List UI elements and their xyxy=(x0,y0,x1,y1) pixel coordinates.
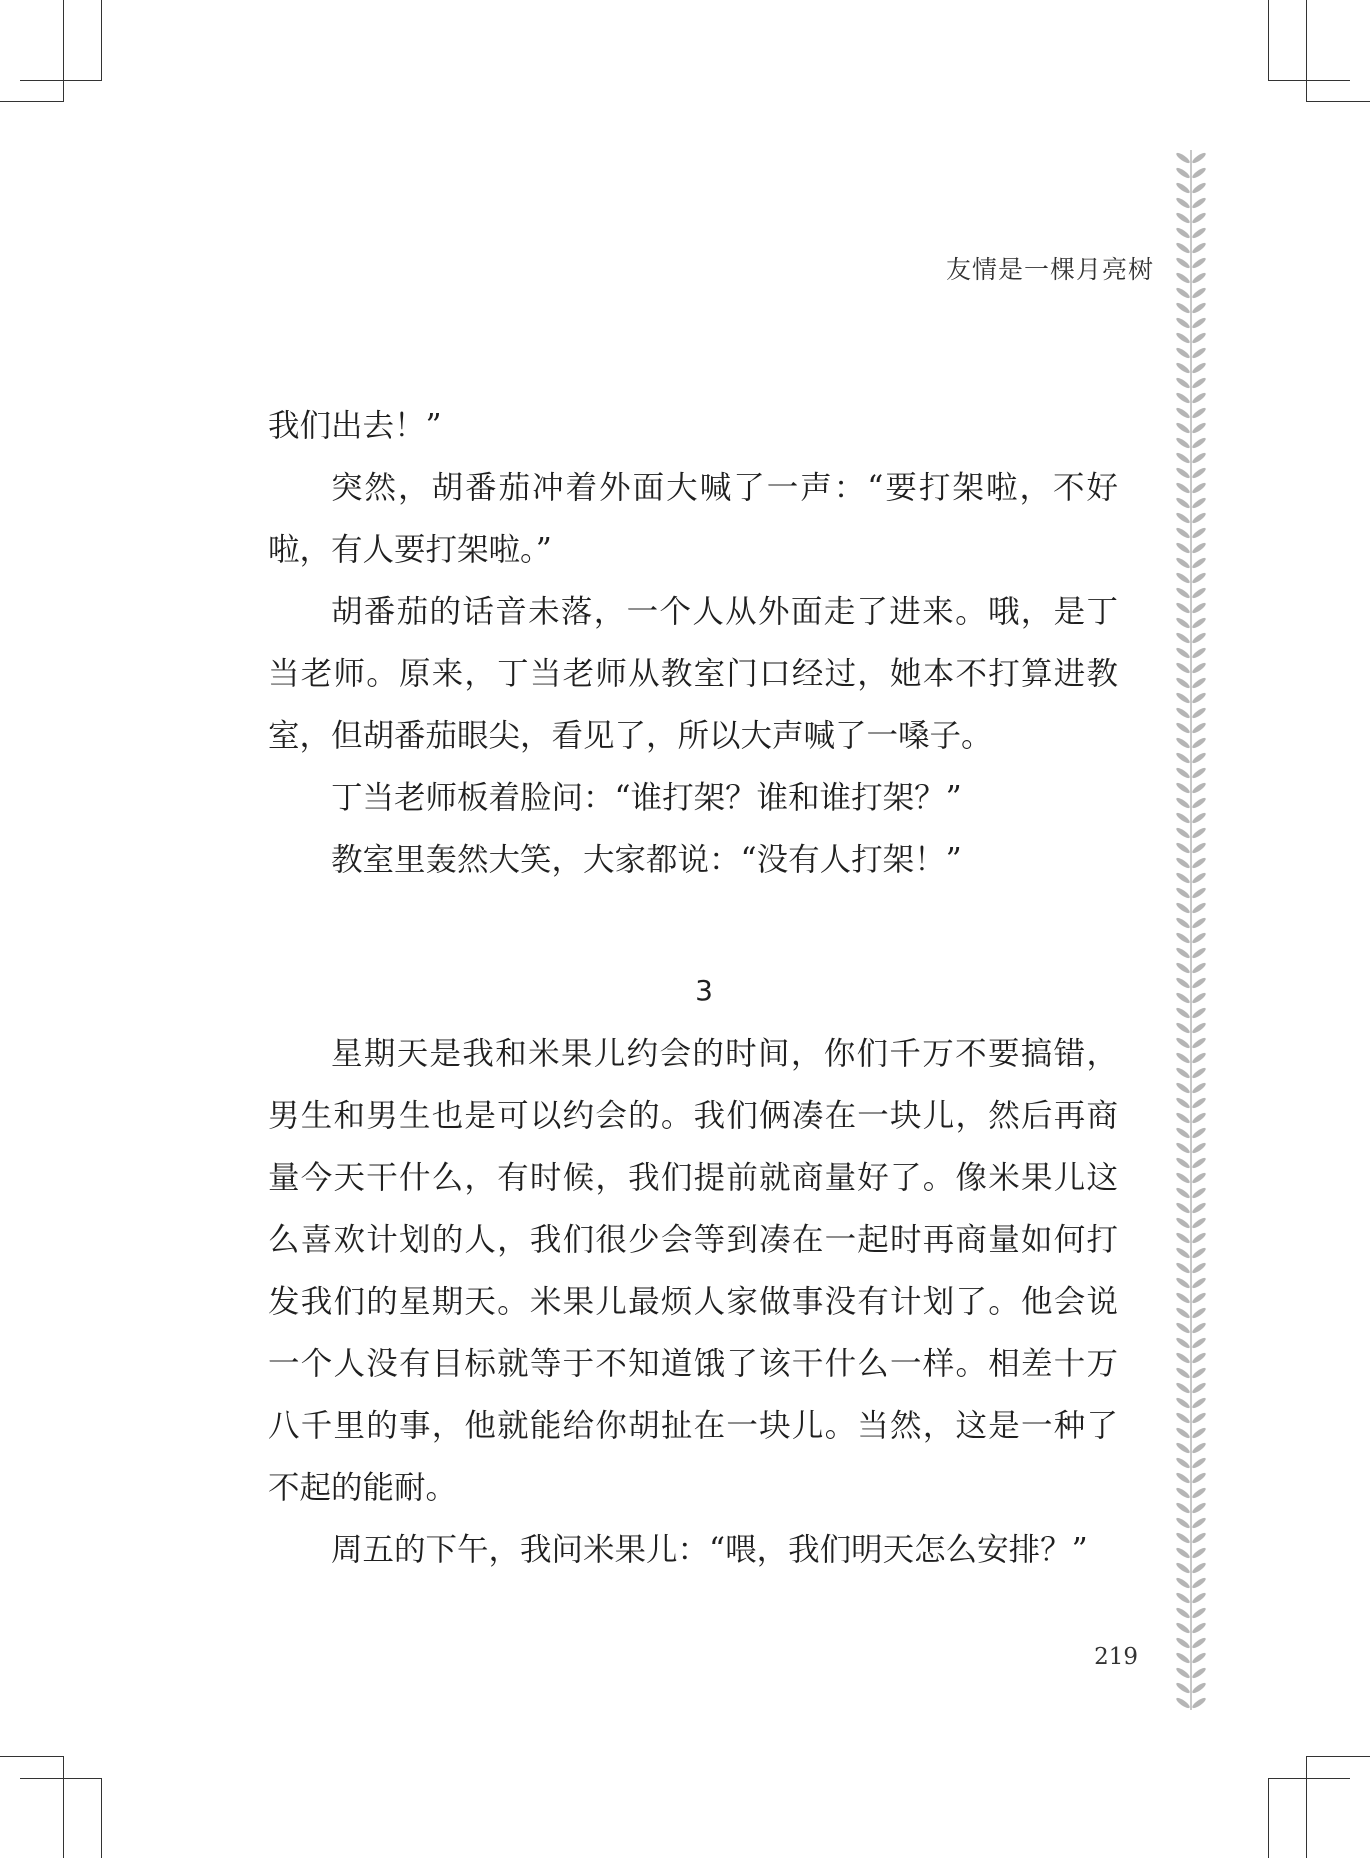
vine-leaf xyxy=(1191,1366,1207,1379)
vine-leaf xyxy=(1175,1696,1191,1709)
vine-leaf xyxy=(1175,286,1191,299)
vine-leaf xyxy=(1191,211,1207,224)
vine-leaf xyxy=(1191,1156,1207,1169)
vine-leaf xyxy=(1175,1096,1191,1109)
vine-leaf xyxy=(1175,1156,1191,1169)
vine-leaf xyxy=(1191,346,1207,359)
vine-leaf xyxy=(1175,1291,1191,1304)
vine-leaf xyxy=(1191,481,1207,494)
vine-leaf xyxy=(1175,841,1191,854)
vine-leaf xyxy=(1175,1606,1191,1619)
vine-leaf xyxy=(1175,1231,1191,1244)
vine-leaf xyxy=(1191,1141,1207,1154)
vine-leaf xyxy=(1191,1201,1207,1214)
vine-leaf xyxy=(1175,1321,1191,1334)
vine-leaf xyxy=(1175,421,1191,434)
vine-leaf xyxy=(1175,1486,1191,1499)
vine-leaf xyxy=(1175,1681,1191,1694)
vine-leaf xyxy=(1175,946,1191,959)
vine-leaf xyxy=(1191,271,1207,284)
vine-leaf xyxy=(1191,661,1207,674)
crop-mark xyxy=(1306,101,1370,102)
vine-leaf xyxy=(1191,1276,1207,1289)
vine-leaf xyxy=(1191,1696,1207,1709)
vine-leaf xyxy=(1191,1621,1207,1634)
vine-leaf xyxy=(1191,1546,1207,1559)
vine-leaf xyxy=(1175,1051,1191,1064)
vine-leaf xyxy=(1191,1471,1207,1484)
vine-leaf xyxy=(1191,991,1207,1004)
vine-leaf xyxy=(1191,256,1207,269)
vine-leaf xyxy=(1191,331,1207,344)
page-number: 219 xyxy=(1094,1644,1138,1670)
vine-leaf xyxy=(1175,691,1191,704)
vine-leaf xyxy=(1191,1426,1207,1439)
vine-leaf xyxy=(1191,286,1207,299)
vine-leaf xyxy=(1191,421,1207,434)
vine-leaf xyxy=(1175,1006,1191,1019)
vine-leaf xyxy=(1191,1441,1207,1454)
crop-mark xyxy=(1268,1778,1269,1858)
paragraph: 我们出去！” xyxy=(268,408,442,444)
vine-leaf xyxy=(1175,886,1191,899)
vine-leaf xyxy=(1191,1066,1207,1079)
crop-mark xyxy=(20,80,102,81)
vine-leaf xyxy=(1191,496,1207,509)
crop-mark xyxy=(101,0,102,80)
vine-leaf xyxy=(1175,1651,1191,1664)
vine-leaf xyxy=(1191,856,1207,869)
vine-leaf xyxy=(1175,211,1191,224)
running-head: 友情是一棵月亮树 xyxy=(945,255,1154,284)
vine-leaf xyxy=(1175,901,1191,914)
vine-leaf xyxy=(1175,1081,1191,1094)
paragraph: 丁当老师板着脸问：“谁打架？谁和谁打架？” xyxy=(331,780,962,816)
vine-leaf xyxy=(1175,1576,1191,1589)
vine-leaf xyxy=(1191,646,1207,659)
vine-leaf xyxy=(1175,811,1191,824)
section-gap xyxy=(268,891,1118,963)
vine-leaf xyxy=(1175,526,1191,539)
vine-leaf xyxy=(1175,166,1191,179)
vine-leaf xyxy=(1191,1096,1207,1109)
vine-leaf xyxy=(1175,496,1191,509)
vine-leaf xyxy=(1191,451,1207,464)
vine-leaf xyxy=(1191,796,1207,809)
vine-leaf xyxy=(1191,616,1207,629)
vine-leaf xyxy=(1175,1636,1191,1649)
vine-leaf xyxy=(1191,751,1207,764)
vine-leaf xyxy=(1191,976,1207,989)
vine-leaf xyxy=(1191,1246,1207,1259)
vine-leaf xyxy=(1191,1111,1207,1124)
vine-leaf xyxy=(1175,1441,1191,1454)
vine-leaf xyxy=(1191,1006,1207,1019)
crop-mark xyxy=(101,1778,102,1858)
vine-leaf xyxy=(1175,1351,1191,1364)
vine-leaf xyxy=(1175,511,1191,524)
vine-leaf xyxy=(1191,1666,1207,1679)
vine-leaf xyxy=(1191,1486,1207,1499)
vine-leaf xyxy=(1175,1456,1191,1469)
vine-leaf xyxy=(1191,166,1207,179)
vine-leaf xyxy=(1191,1456,1207,1469)
vine-leaf xyxy=(1191,1576,1207,1589)
vine-leaf xyxy=(1191,1396,1207,1409)
vine-leaf xyxy=(1175,1516,1191,1529)
vine-leaf xyxy=(1175,751,1191,764)
paragraph: 星期天是我和米果儿约会的时间，你们千万不要搞错，男生和男生也是可以约会的。我们俩凑在一块儿，然后再商量今天干什么，有时候，我们提前就商量好了。像米果儿这么喜欢计划的人，我们很少会等到凑在一起时再商量如何打发我们的星期天。米果儿最烦人家做事没有计划了。他会说一个人没有目标就等于不知道饿了该干什么一样。相差十万八千里的事，他就能给你胡扯在一块儿。当然，这是一种了不起的能耐。 xyxy=(268,1036,1118,1506)
vine-leaf xyxy=(1175,706,1191,719)
vine-leaf xyxy=(1175,256,1191,269)
paragraph: 胡番茄的话音未落，一个人从外面走了进来。哦，是丁当老师。原来，丁当老师从教室门口经过，她本不打算进教室，但胡番茄眼尖，看见了，所以大声喊了一嗓子。 xyxy=(268,594,1118,754)
vine-leaf xyxy=(1191,391,1207,404)
vine-leaf xyxy=(1175,436,1191,449)
vine-leaf xyxy=(1191,841,1207,854)
vine-leaf xyxy=(1191,871,1207,884)
vine-leaf xyxy=(1191,886,1207,899)
vine-leaf xyxy=(1175,1021,1191,1034)
crop-mark xyxy=(1306,0,1307,102)
vine-leaf xyxy=(1191,436,1207,449)
vine-leaf xyxy=(1191,1126,1207,1139)
vine-leaf xyxy=(1191,1261,1207,1274)
vine-leaf xyxy=(1191,811,1207,824)
crop-mark xyxy=(1268,80,1350,81)
vine-leaf xyxy=(1191,1411,1207,1424)
vine-leaf xyxy=(1191,1081,1207,1094)
vine-leaf xyxy=(1175,1306,1191,1319)
vine-leaf xyxy=(1191,1186,1207,1199)
vine-leaf xyxy=(1191,916,1207,929)
vine-leaf xyxy=(1175,721,1191,734)
vine-leaf xyxy=(1191,961,1207,974)
vine-leaf xyxy=(1191,466,1207,479)
vine-leaf xyxy=(1191,151,1207,164)
vine-leaf xyxy=(1191,1651,1207,1664)
vine-leaf xyxy=(1175,1216,1191,1229)
vine-leaf xyxy=(1175,991,1191,1004)
vine-leaf xyxy=(1175,736,1191,749)
vine-leaf xyxy=(1175,1666,1191,1679)
vine-leaf xyxy=(1175,1171,1191,1184)
crop-mark xyxy=(0,1756,63,1757)
vine-leaf xyxy=(1175,871,1191,884)
vine-leaf xyxy=(1191,181,1207,194)
vine-leaf xyxy=(1175,226,1191,239)
crop-mark xyxy=(1268,1778,1350,1779)
vine-leaf xyxy=(1191,541,1207,554)
vine-leaf xyxy=(1175,1036,1191,1049)
vine-leaf xyxy=(1175,1276,1191,1289)
vine-leaf xyxy=(1175,1471,1191,1484)
vine-leaf xyxy=(1175,571,1191,584)
vine-leaf xyxy=(1191,571,1207,584)
vine-leaf xyxy=(1175,391,1191,404)
paragraph: 突然，胡番茄冲着外面大喊了一声：“要打架啦，不好啦，有人要打架啦。” xyxy=(268,470,1118,568)
vine-leaf xyxy=(1191,1021,1207,1034)
vine-leaf xyxy=(1191,691,1207,704)
leaf-vine-border-icon xyxy=(1168,150,1214,1710)
vine-leaf xyxy=(1175,601,1191,614)
vine-leaf xyxy=(1191,1051,1207,1064)
vine-leaf xyxy=(1191,196,1207,209)
vine-leaf xyxy=(1175,271,1191,284)
vine-leaf xyxy=(1175,646,1191,659)
vine-leaf xyxy=(1175,1141,1191,1154)
vine-leaf xyxy=(1175,661,1191,674)
vine-leaf xyxy=(1175,1066,1191,1079)
vine-leaf xyxy=(1191,1381,1207,1394)
vine-leaf xyxy=(1191,826,1207,839)
vine-leaf xyxy=(1175,826,1191,839)
vine-leaf xyxy=(1191,586,1207,599)
vine-leaf xyxy=(1191,1636,1207,1649)
crop-mark xyxy=(1306,1756,1370,1757)
vine-leaf xyxy=(1175,331,1191,344)
vine-leaf xyxy=(1191,361,1207,374)
vine-leaf xyxy=(1175,961,1191,974)
vine-leaf xyxy=(1175,796,1191,809)
vine-leaf xyxy=(1175,301,1191,314)
vine-leaf xyxy=(1175,1366,1191,1379)
vine-leaf xyxy=(1175,1381,1191,1394)
vine-leaf xyxy=(1175,556,1191,569)
vine-leaf xyxy=(1175,1246,1191,1259)
vine-leaf xyxy=(1191,706,1207,719)
vine-leaf xyxy=(1191,601,1207,614)
vine-leaf xyxy=(1175,1591,1191,1604)
vine-leaf xyxy=(1175,1411,1191,1424)
section-number-text: 3 xyxy=(695,974,713,1007)
vine-leaf xyxy=(1175,481,1191,494)
vine-leaf xyxy=(1175,376,1191,389)
vine-leaf xyxy=(1175,1201,1191,1214)
vine-leaf xyxy=(1175,541,1191,554)
vine-leaf xyxy=(1191,1516,1207,1529)
vine-leaf xyxy=(1191,946,1207,959)
vine-leaf xyxy=(1191,1531,1207,1544)
vine-leaf xyxy=(1175,1561,1191,1574)
vine-leaf xyxy=(1175,766,1191,779)
vine-leaf xyxy=(1175,916,1191,929)
vine-leaf xyxy=(1175,586,1191,599)
vine-leaf xyxy=(1175,1531,1191,1544)
vine-leaf xyxy=(1191,376,1207,389)
vine-leaf xyxy=(1175,856,1191,869)
vine-leaf xyxy=(1175,976,1191,989)
vine-leaf xyxy=(1191,781,1207,794)
vine-leaf xyxy=(1191,1681,1207,1694)
vine-leaf xyxy=(1175,241,1191,254)
vine-leaf xyxy=(1191,1336,1207,1349)
vine-leaf xyxy=(1175,406,1191,419)
vine-leaf xyxy=(1175,1261,1191,1274)
crop-mark xyxy=(63,0,64,102)
vine-leaf xyxy=(1175,316,1191,329)
vine-leaf xyxy=(1175,451,1191,464)
vine-leaf xyxy=(1175,181,1191,194)
body-text xyxy=(268,395,1118,1581)
vine-leaf xyxy=(1191,241,1207,254)
vine-leaf xyxy=(1175,631,1191,644)
crop-mark xyxy=(20,1778,102,1779)
vine-leaf xyxy=(1175,676,1191,689)
crop-mark xyxy=(63,1756,64,1858)
vine-leaf xyxy=(1191,1306,1207,1319)
section-number xyxy=(268,963,1118,1019)
paragraph: 周五的下午，我问米果儿：“喂，我们明天怎么安排？” xyxy=(331,1532,1088,1568)
vine-leaf xyxy=(1175,1546,1191,1559)
vine-leaf xyxy=(1191,1291,1207,1304)
vine-leaf xyxy=(1175,1126,1191,1139)
vine-leaf xyxy=(1191,901,1207,914)
vine-leaf xyxy=(1191,1351,1207,1364)
vine-leaf xyxy=(1175,361,1191,374)
vine-leaf xyxy=(1191,1036,1207,1049)
vine-leaf xyxy=(1175,1426,1191,1439)
vine-leaf xyxy=(1191,1321,1207,1334)
vine-leaf xyxy=(1175,1501,1191,1514)
vine-leaf xyxy=(1191,316,1207,329)
vine-leaf xyxy=(1191,766,1207,779)
crop-mark xyxy=(1268,0,1269,80)
crop-mark xyxy=(1306,1756,1307,1858)
vine-leaf xyxy=(1175,1396,1191,1409)
vine-leaf xyxy=(1191,631,1207,644)
vine-leaf xyxy=(1191,1591,1207,1604)
vine-leaf xyxy=(1191,1231,1207,1244)
vine-leaf xyxy=(1175,616,1191,629)
vine-leaf xyxy=(1191,1606,1207,1619)
vine-leaf xyxy=(1191,511,1207,524)
vine-leaf xyxy=(1191,526,1207,539)
paragraph: 教室里轰然大笑，大家都说：“没有人打架！” xyxy=(331,842,962,878)
vine-leaf xyxy=(1175,346,1191,359)
vine-leaf xyxy=(1175,931,1191,944)
vine-leaf xyxy=(1175,1336,1191,1349)
crop-mark xyxy=(0,101,63,102)
vine-leaf xyxy=(1175,196,1191,209)
vine-leaf xyxy=(1175,466,1191,479)
vine-leaf xyxy=(1191,1216,1207,1229)
vine-leaf xyxy=(1191,721,1207,734)
vine-leaf xyxy=(1191,736,1207,749)
vine-leaf xyxy=(1191,406,1207,419)
vine-leaf xyxy=(1191,1561,1207,1574)
vine-leaf xyxy=(1191,676,1207,689)
vine-leaf xyxy=(1191,931,1207,944)
vine-leaf xyxy=(1175,781,1191,794)
vine-leaf xyxy=(1191,1171,1207,1184)
vine-leaf xyxy=(1191,1501,1207,1514)
vine-leaf xyxy=(1175,151,1191,164)
vine-leaf xyxy=(1175,1186,1191,1199)
vine-leaf xyxy=(1191,556,1207,569)
vine-leaf xyxy=(1175,1621,1191,1634)
vine-leaf xyxy=(1175,1111,1191,1124)
vine-leaf xyxy=(1191,226,1207,239)
vine-leaf xyxy=(1191,301,1207,314)
